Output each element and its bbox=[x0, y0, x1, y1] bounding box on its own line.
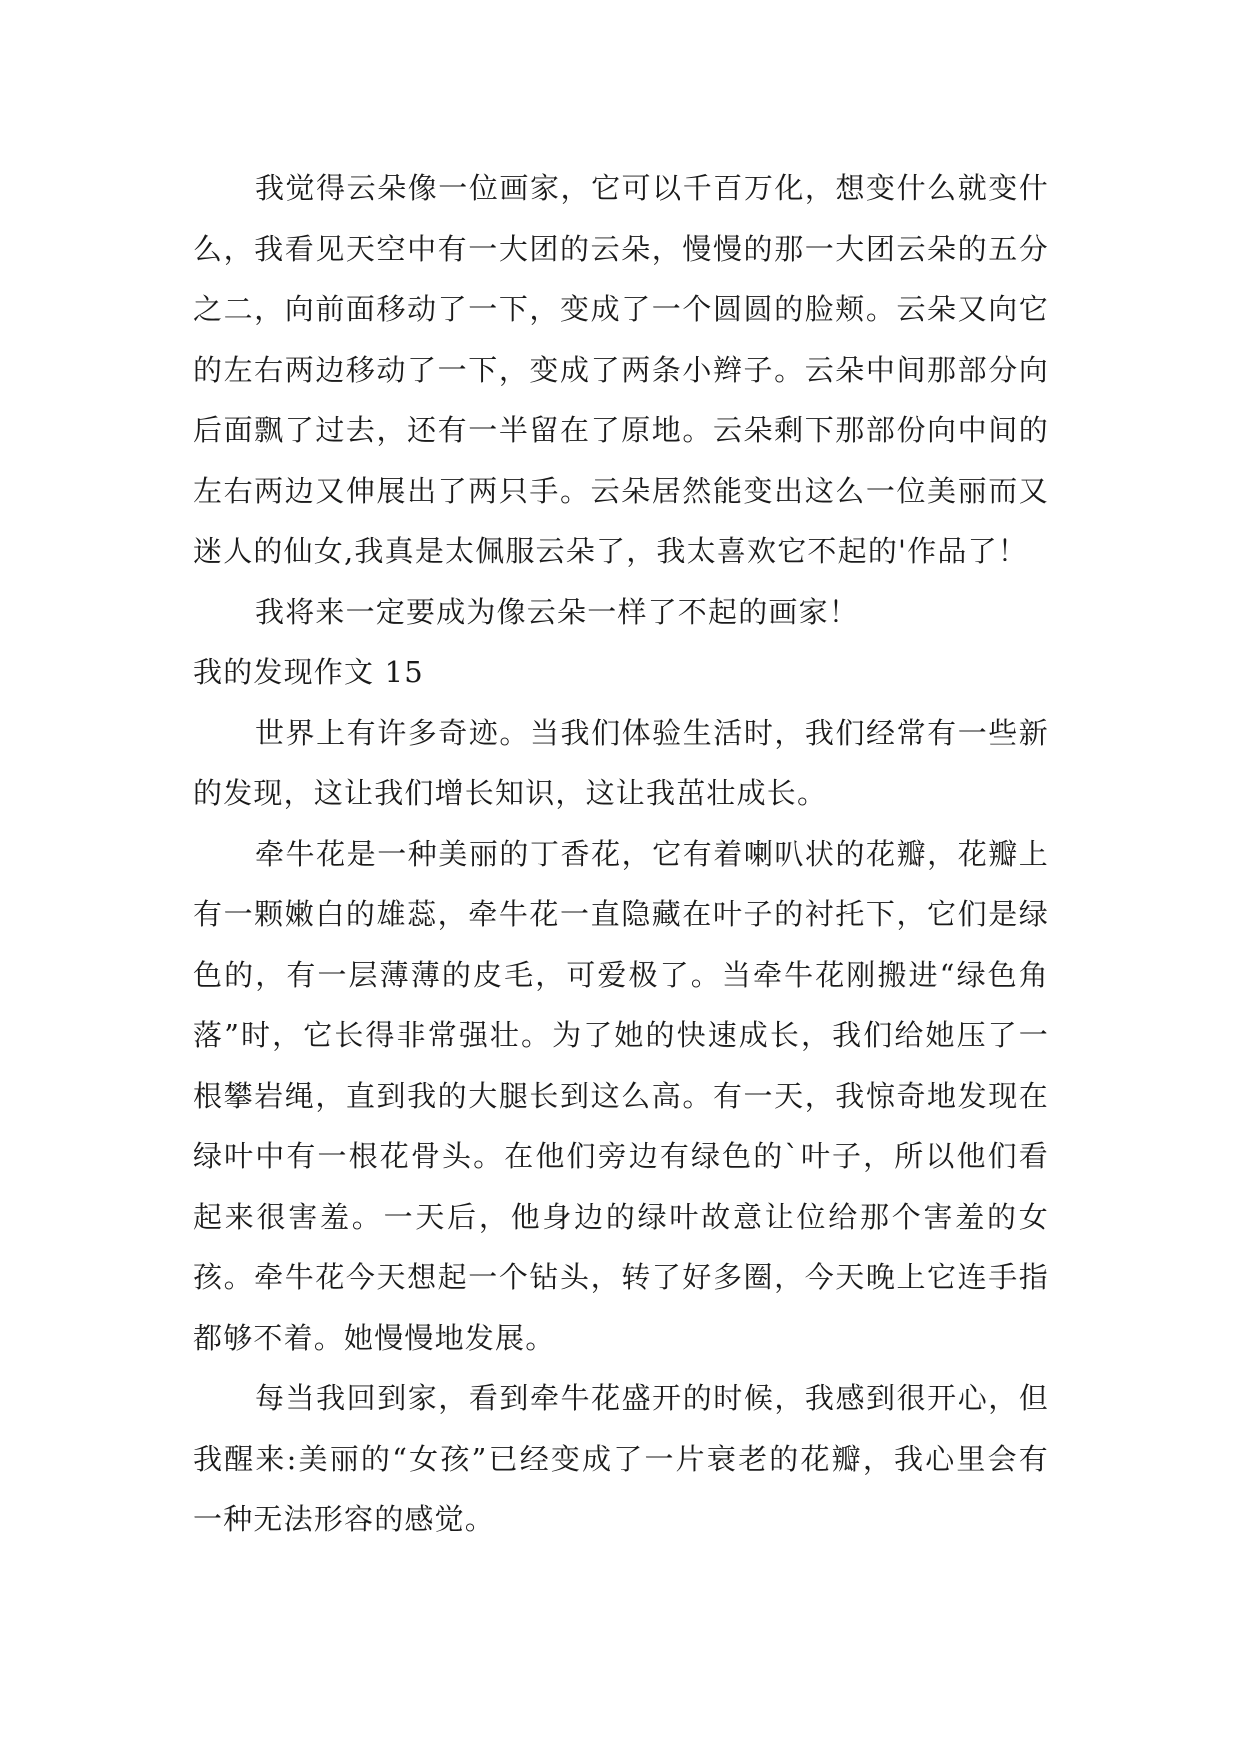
paragraph: 牵牛花是一种美丽的丁香花，它有着喇叭状的花瓣，花瓣上有一颗嫩白的雄蕊，牵牛花一直隐藏在叶子的衬托下，它们是绿色的，有一层薄薄的皮毛，可爱极了。当牵牛花刚搬进“绿色角落”时，它长得非常强壮。为了她的快速成长，我们给她压了一根攀岩绳，直到我的大腿长到这么高。有一天，我惊奇地发现在绿叶中有一根花骨头。在他们旁边有绿色的`叶子，所以他们看起来很害羞。一天后，他身边的绿叶故意让位给那个害羞的女孩。牵牛花今天想起一个钻头，转了好多圈，今天晚上它连手指都够不着。她慢慢地发展。 bbox=[193, 836, 1049, 1355]
paragraph: 世界上有许多奇迹。当我们体验生活时，我们经常有一些新的发现，这让我们增长知识，这让我茁壮成长。 bbox=[193, 715, 1049, 810]
paragraph: 我觉得云朵像一位画家，它可以千百万化，想变什么就变什么，我看见天空中有一大团的云朵，慢慢的那一大团云朵的五分之二，向前面移动了一下，变成了一个圆圆的脸颊。云朵又向它的左右两边移动了一下，变成了两条小辫子。云朵中间那部分向后面飘了过去，还有一半留在了原地。云朵剩下那部份向中间的左右两边又伸展出了两只手。云朵居然能变出这么一位美丽而又迷人的仙女,我真是太佩服云朵了，我太喜欢它不起的'作品了！ bbox=[193, 171, 1049, 568]
document-body bbox=[193, 158, 1049, 1550]
section-heading: 我的发现作文 15 bbox=[193, 655, 424, 689]
paragraph: 每当我回到家，看到牵牛花盛开的时候，我感到很开心，但我醒来:美丽的“女孩”已经变成了一片衰老的花瓣，我心里会有一种无法形容的感觉。 bbox=[193, 1381, 1049, 1536]
paragraph: 我将来一定要成为像云朵一样了不起的画家！ bbox=[255, 594, 860, 629]
